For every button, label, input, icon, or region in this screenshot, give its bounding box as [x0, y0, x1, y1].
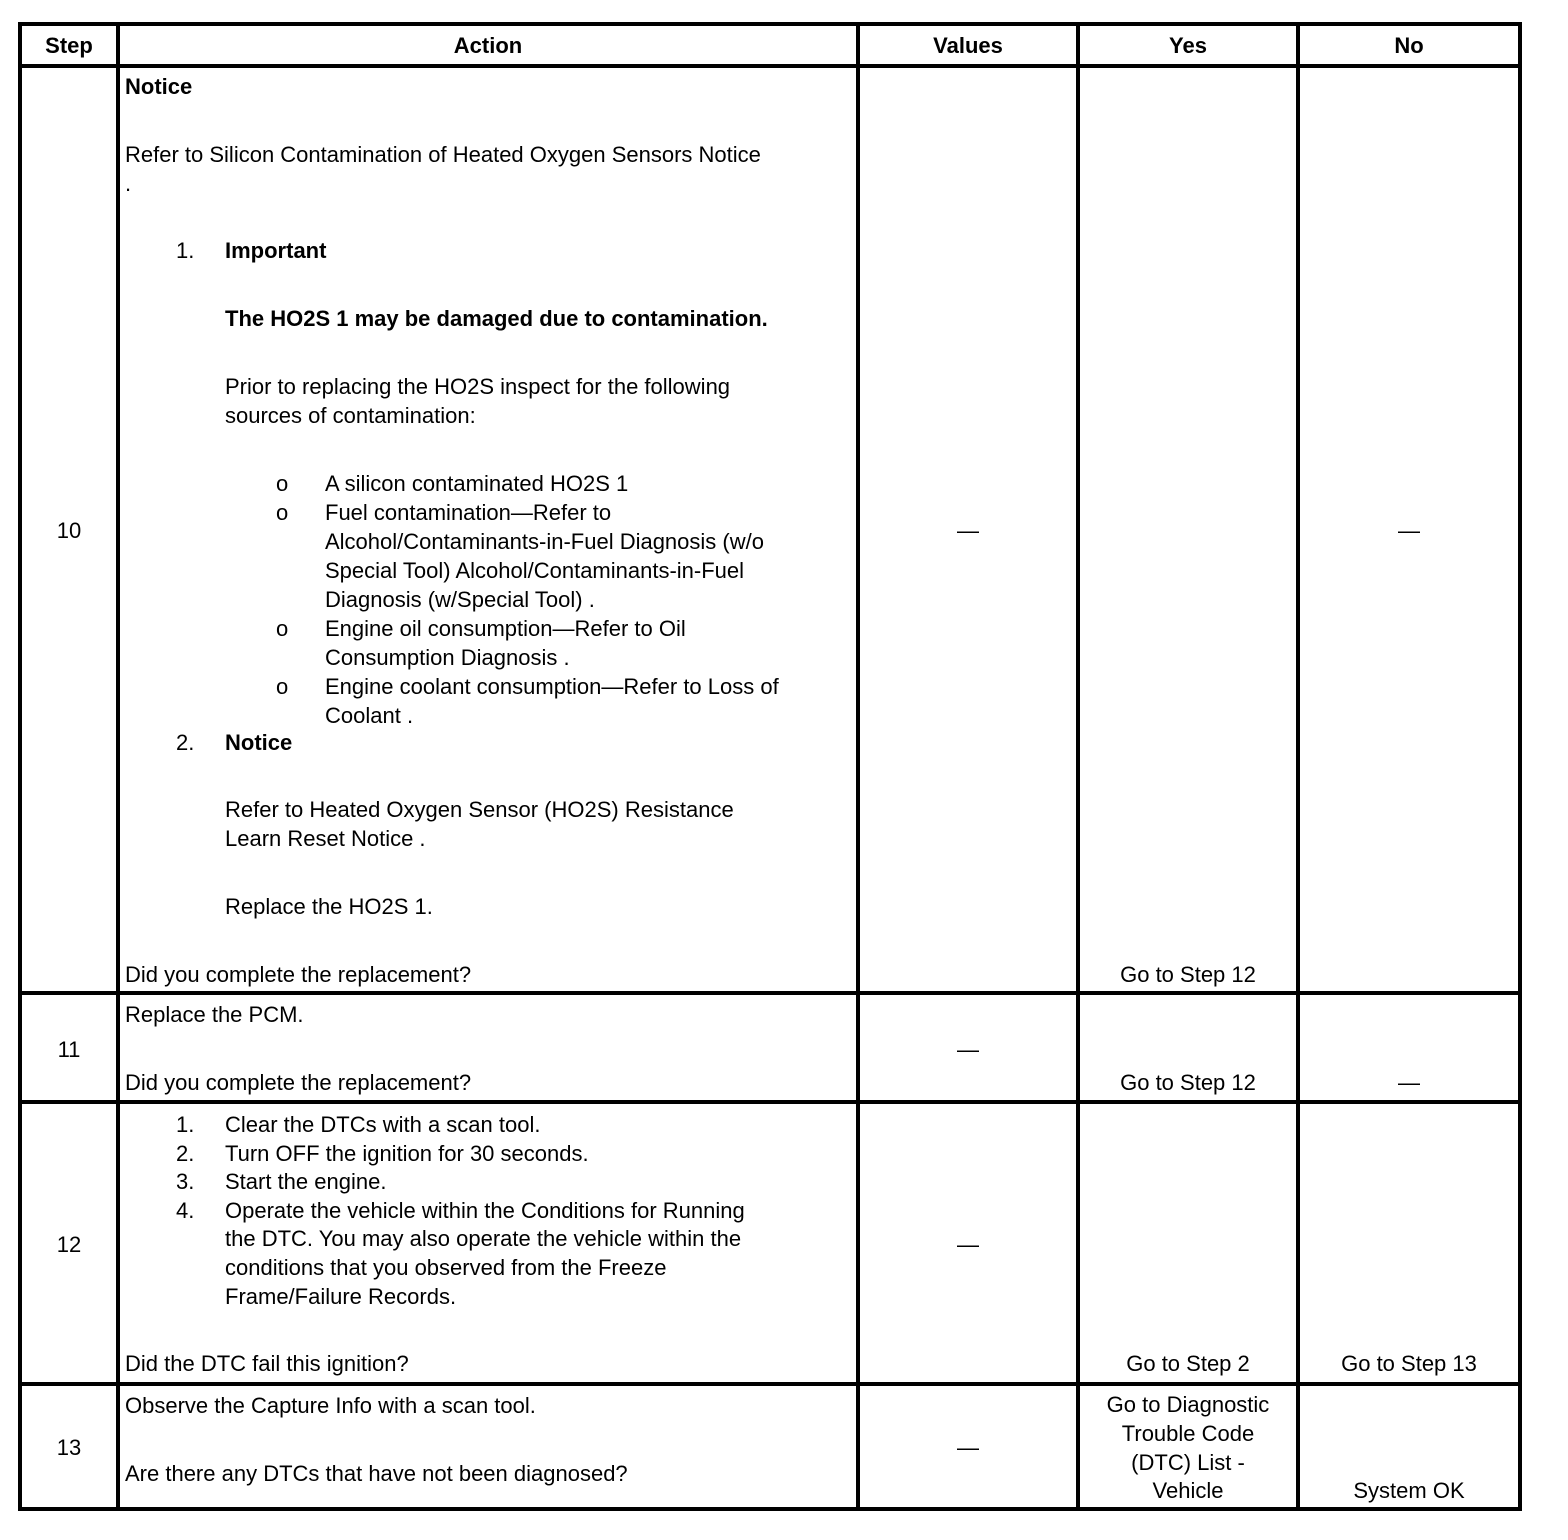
prior-text-line: sources of contamination: [225, 403, 476, 428]
list-item-text: conditions that you observed from the Freeze [225, 1255, 667, 1280]
yes-link-line: Trouble Code [1121, 1421, 1255, 1446]
column-divider [856, 22, 860, 1511]
replace-instruction: Replace the HO2S 1. [225, 894, 433, 919]
no-cell: — [1398, 518, 1420, 543]
list-number: 2. [176, 730, 195, 755]
header-step: Step [45, 33, 93, 58]
bullet-text: Consumption Diagnosis . [325, 645, 570, 670]
bullet-marker: o [276, 471, 289, 496]
step-number: 10 [56, 518, 82, 543]
no-link[interactable]: Go to Step 13 [1341, 1351, 1477, 1376]
yes-link[interactable]: Go to Step 12 [1120, 1070, 1256, 1095]
values-cell: — [957, 1037, 979, 1062]
header-action: Action [453, 33, 523, 58]
values-cell: — [957, 518, 979, 543]
bullet-marker: o [276, 616, 289, 641]
list-item-text: Turn OFF the ignition for 30 seconds. [225, 1141, 589, 1166]
step-number: 11 [57, 1037, 81, 1062]
step-number: 13 [56, 1435, 82, 1460]
step-question: Did you complete the replacement? [125, 962, 472, 987]
list-item-text: Operate the vehicle within the Conditions for Running [225, 1198, 745, 1223]
column-divider [1296, 22, 1300, 1511]
list-item-text: Clear the DTCs with a scan tool. [225, 1112, 541, 1137]
yes-link[interactable]: Go to Step 12 [1120, 962, 1256, 987]
notice-text: Refer to Silicon Contamination of Heated Oxygen Sensors Notice [125, 142, 761, 167]
list-number: 1. [176, 238, 195, 263]
table-border-right [1518, 22, 1522, 1511]
list-number: 1. [176, 1112, 195, 1137]
column-divider [1076, 22, 1080, 1511]
bullet-marker: o [276, 674, 289, 699]
step-number: 12 [56, 1232, 82, 1257]
header-values: Values [933, 33, 1003, 58]
list-number: 2. [176, 1141, 195, 1166]
list-item-text: the DTC. You may also operate the vehicle within the [225, 1226, 742, 1251]
header-yes: Yes [1169, 33, 1207, 58]
bullet-text: Alcohol/Contaminants-in-Fuel Diagnosis (w/o [325, 529, 764, 554]
column-divider [116, 22, 120, 1511]
yes-link-line: Vehicle [1152, 1478, 1224, 1503]
notice-period: . [125, 171, 132, 196]
bullet-text: Engine coolant consumption—Refer to Loss of [325, 674, 779, 699]
notice-title: Notice [125, 74, 193, 99]
yes-link[interactable]: Go to Step 2 [1126, 1351, 1250, 1376]
yes-link-line: Go to Diagnostic [1106, 1392, 1270, 1417]
bullet-marker: o [276, 500, 289, 525]
values-cell: — [957, 1435, 979, 1460]
bullet-text: Engine oil consumption—Refer to Oil [325, 616, 686, 641]
no-cell: System OK [1353, 1478, 1465, 1503]
important-title: Important [225, 238, 327, 263]
notice-title: Notice [225, 730, 293, 755]
step-question: Did you complete the replacement? [125, 1070, 472, 1095]
header-no: No [1394, 33, 1424, 58]
list-item-text: Frame/Failure Records. [225, 1284, 457, 1309]
bullet-text: Fuel contamination—Refer to [325, 500, 612, 525]
values-cell: — [957, 1232, 979, 1257]
action-text: Observe the Capture Info with a scan tool. [125, 1393, 536, 1418]
step-question: Did the DTC fail this ignition? [125, 1351, 409, 1376]
list-number: 4. [176, 1198, 195, 1223]
bullet-text: Diagnosis (w/Special Tool) . [325, 587, 595, 612]
column-divider [18, 22, 22, 1511]
notice-text: Learn Reset Notice . [225, 826, 426, 851]
notice-text: Refer to Heated Oxygen Sensor (HO2S) Resistance [225, 797, 734, 822]
important-text: The HO2S 1 may be damaged due to contamination. [225, 306, 768, 331]
step-question: Are there any DTCs that have not been diagnosed? [125, 1461, 628, 1486]
bullet-text: Coolant . [325, 703, 414, 728]
bullet-text: A silicon contaminated HO2S 1 [325, 471, 629, 496]
bullet-text: Special Tool) Alcohol/Contaminants-in-Fuel [325, 558, 745, 583]
no-cell: — [1398, 1070, 1420, 1095]
list-number: 3. [176, 1169, 195, 1194]
list-item-text: Start the engine. [225, 1169, 387, 1194]
action-text: Replace the PCM. [125, 1002, 304, 1027]
prior-text-line: Prior to replacing the HO2S inspect for the following [225, 374, 731, 399]
yes-link-line: (DTC) List - [1131, 1450, 1245, 1475]
